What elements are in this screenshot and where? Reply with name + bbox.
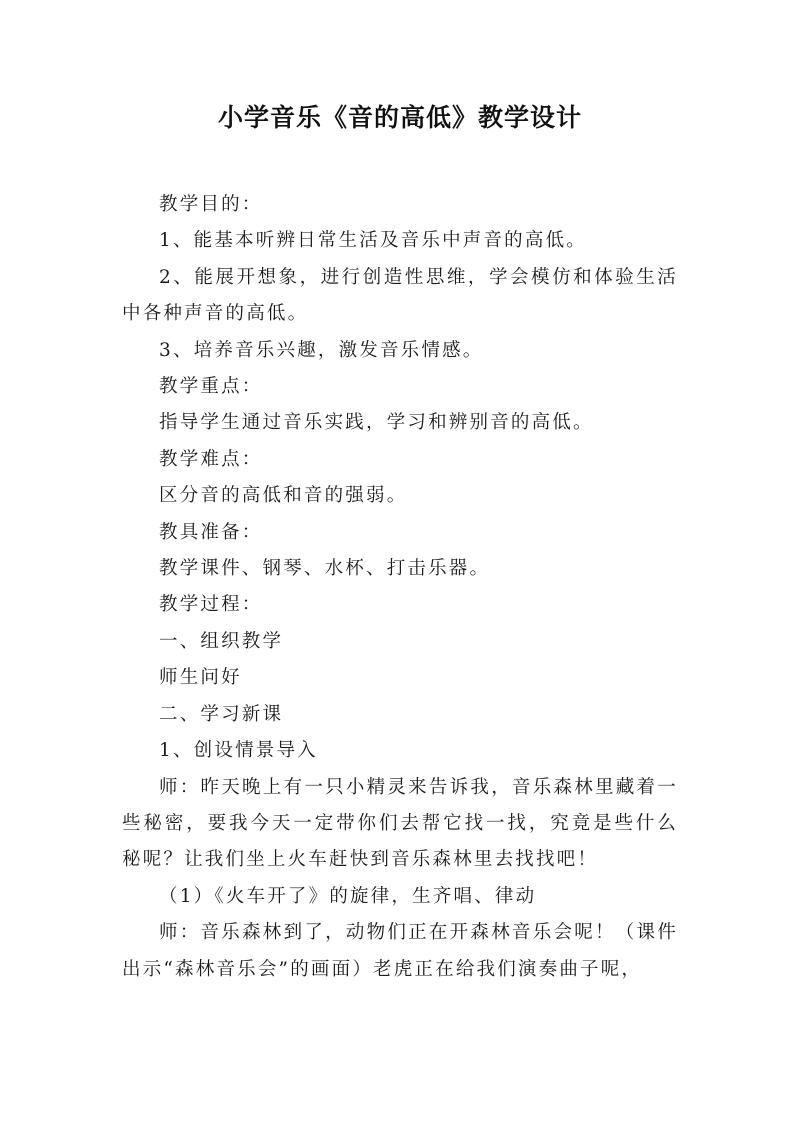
paragraph-teaching-goals-heading: 教学目的： xyxy=(159,194,263,215)
paragraph-difficulties-heading: 教学难点： xyxy=(159,448,263,470)
paragraph-materials-heading: 教具准备： xyxy=(159,521,263,543)
paragraph-key-points: 指导学生通过音乐实践，学习和辨别音的高低。 xyxy=(159,412,594,434)
paragraph-teacher-intro: 师：昨天晚上有一只小精灵来告诉我，音乐森林里藏着一些秘密，要我今天一定带你们去帮它找一找，究竟是些什么秘呢？让我们坐上火车赶快到音乐森林里去找找吧！ xyxy=(122,776,678,871)
paragraph-greeting: 师生问好 xyxy=(159,667,242,689)
paragraph-section-2: 二、学习新课 xyxy=(159,703,284,725)
document-body xyxy=(122,187,678,988)
paragraph-section-1: 一、组织教学 xyxy=(159,630,284,652)
paragraph-goal-1: 1、能基本听辨日常生活及音乐中声音的高低。 xyxy=(159,230,587,252)
paragraph-train-song: （1）《火车开了》的旋律，生齐唱、律动 xyxy=(159,885,537,907)
paragraph-process-heading: 教学过程： xyxy=(159,594,263,616)
paragraph-key-points-heading: 教学重点： xyxy=(159,376,263,398)
paragraph-materials: 教学课件、钢琴、水杯、打击乐器。 xyxy=(159,558,491,580)
paragraph-goal-3: 3、培养音乐兴趣，激发音乐情感。 xyxy=(159,339,484,361)
paragraph-goal-2: 2、能展开想象，进行创造性思维，学会模仿和体验生活中各种声音的高低。 xyxy=(122,266,678,325)
document-title: 小学音乐《音的高低》教学设计 xyxy=(217,103,582,132)
paragraph-forest-concert: 师：音乐森林到了，动物们正在开森林音乐会呢！（课件出示“森林音乐会”的画面）老虎正在给我们演奏曲子呢， xyxy=(122,922,678,980)
paragraph-step-1: 1、创设情景导入 xyxy=(159,740,318,762)
paragraph-difficulties: 区分音的高低和音的强弱。 xyxy=(159,485,408,507)
